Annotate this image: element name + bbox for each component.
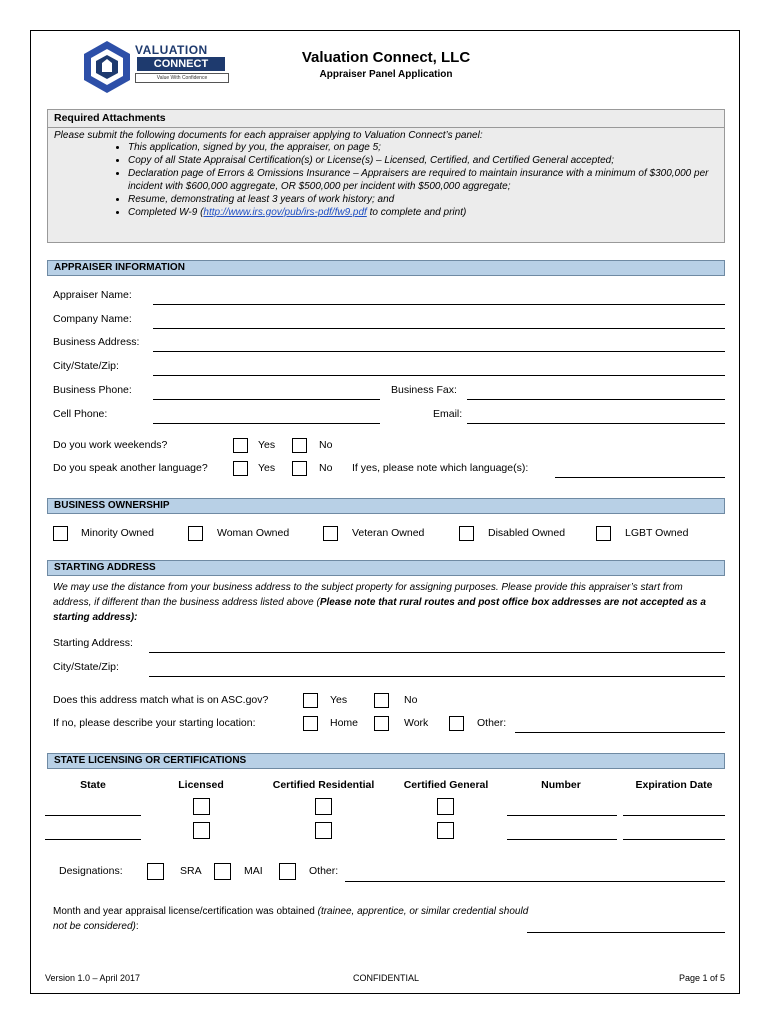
business-phone-label: Business Phone: xyxy=(53,384,132,396)
licensed-checkbox-row-2[interactable] xyxy=(193,822,210,839)
valuation-connect-logo-icon xyxy=(81,39,133,95)
column-state: State xyxy=(80,779,106,791)
starting-address-instructions xyxy=(53,580,723,625)
language-yes-checkbox[interactable] xyxy=(233,461,248,476)
expiration-date-field-row-2[interactable] xyxy=(623,839,725,840)
certified-residential-checkbox-row-1[interactable] xyxy=(315,798,332,815)
logo-tagline: Value With Confidence xyxy=(135,73,229,83)
email-label: Email: xyxy=(433,408,463,420)
woman-owned-checkbox[interactable] xyxy=(188,526,203,541)
appraiser-name-field[interactable] xyxy=(153,304,725,305)
application-page xyxy=(30,30,740,994)
state-field-row-2[interactable] xyxy=(45,839,141,840)
weekends-question: Do you work weekends? xyxy=(53,439,168,451)
starting-address-warning: Please note that rural routes and post office box addresses are not accepted as a starting address): xyxy=(53,597,706,623)
starting-city-state-zip-field[interactable] xyxy=(149,676,725,677)
required-attachments-list xyxy=(48,141,724,219)
language-note-label: If yes, please note which language(s): xyxy=(352,462,529,474)
weekends-no-label: No xyxy=(319,439,333,451)
language-no-label: No xyxy=(319,462,333,474)
email-field[interactable] xyxy=(467,423,725,424)
language-question: Do you speak another language? xyxy=(53,462,208,474)
w9-suffix: to complete and print) xyxy=(366,207,467,218)
document-title: Valuation Connect, LLC xyxy=(301,49,471,66)
license-obtained-colon: : xyxy=(135,921,139,932)
list-item xyxy=(128,206,724,219)
list-item: • Declaration page of Errors & Omissions Insurance – Appraisers are required to maintain insurance with a minimum of $300,000 per incident with $600,000 aggregate, OR $500,000 per incident with $500,000 aggregate; xyxy=(128,167,724,193)
designation-other-checkbox[interactable] xyxy=(279,863,296,880)
required-attachments-box xyxy=(47,109,725,243)
language-no-checkbox[interactable] xyxy=(292,461,307,476)
footer-version: Version 1.0 – April 2017 xyxy=(45,973,141,983)
w9-link[interactable]: http://www.irs.gov/pub/irs-pdf/fw9.pdf xyxy=(203,207,367,218)
asc-match-no-checkbox[interactable] xyxy=(374,693,389,708)
list-item: • Resume, demonstrating at least 3 years of work history; and xyxy=(128,193,724,206)
business-phone-field[interactable] xyxy=(153,399,380,400)
minority-owned-label: Minority Owned xyxy=(81,527,154,539)
sra-label: SRA xyxy=(180,865,202,877)
required-attachments-heading: Required Attachments xyxy=(48,110,724,128)
state-licensing-heading: STATE LICENSING OR CERTIFICATIONS xyxy=(47,753,725,769)
asc-match-question: Does this address match what is on ASC.gov? xyxy=(53,694,269,706)
company-name-field[interactable] xyxy=(153,328,725,329)
designation-other-label: Other: xyxy=(309,865,339,877)
starting-address-field[interactable] xyxy=(149,652,725,653)
footer-page-number: Page 1 of 5 xyxy=(678,973,725,983)
w9-prefix: Completed W-9 ( xyxy=(128,207,204,218)
license-obtained-field[interactable] xyxy=(527,932,725,933)
starting-other-field[interactable] xyxy=(515,732,725,733)
weekends-yes-checkbox[interactable] xyxy=(233,438,248,453)
language-field[interactable] xyxy=(555,477,725,478)
starting-other-checkbox[interactable] xyxy=(449,716,464,731)
license-obtained-question xyxy=(53,904,533,934)
company-name-label: Company Name: xyxy=(53,313,132,325)
veteran-owned-checkbox[interactable] xyxy=(323,526,338,541)
asc-match-yes-checkbox[interactable] xyxy=(303,693,318,708)
business-fax-field[interactable] xyxy=(467,399,725,400)
license-obtained-text: Month and year appraisal license/certification was obtained xyxy=(53,906,318,917)
list-item: • This application, signed by you, the appraiser, on page 5; xyxy=(128,141,724,154)
column-certified-general: Certified General xyxy=(403,779,489,791)
city-state-zip-label: City/State/Zip: xyxy=(53,360,119,372)
designations-label: Designations: xyxy=(59,865,123,877)
weekends-yes-label: Yes xyxy=(258,439,276,451)
starting-home-label: Home xyxy=(330,717,359,729)
designation-other-field[interactable] xyxy=(345,881,725,882)
logo-wordmark-bottom: CONNECT xyxy=(137,57,225,71)
cell-phone-field[interactable] xyxy=(153,423,380,424)
business-address-field[interactable] xyxy=(153,351,725,352)
license-obtained-note: (trainee, apprentice, or similar credential should not be considered) xyxy=(53,906,529,932)
number-field-row-1[interactable] xyxy=(507,815,617,816)
licensed-checkbox-row-1[interactable] xyxy=(193,798,210,815)
minority-owned-checkbox[interactable] xyxy=(53,526,68,541)
city-state-zip-field[interactable] xyxy=(153,375,725,376)
mai-checkbox[interactable] xyxy=(214,863,231,880)
starting-home-checkbox[interactable] xyxy=(303,716,318,731)
appraiser-information-heading: APPRAISER INFORMATION xyxy=(47,260,725,276)
veteran-owned-label: Veteran Owned xyxy=(352,527,425,539)
certified-general-checkbox-row-1[interactable] xyxy=(437,798,454,815)
starting-other-label: Other: xyxy=(477,717,507,729)
starting-work-label: Work xyxy=(404,717,429,729)
document-subtitle: Appraiser Panel Application xyxy=(319,69,453,80)
business-ownership-heading: BUSINESS OWNERSHIP xyxy=(47,498,725,514)
number-field-row-2[interactable] xyxy=(507,839,617,840)
asc-match-yes-label: Yes xyxy=(330,694,348,706)
starting-address-heading: STARTING ADDRESS xyxy=(47,560,725,576)
business-address-label: Business Address: xyxy=(53,336,140,348)
mai-label: MAI xyxy=(244,865,263,877)
lgbt-owned-checkbox[interactable] xyxy=(596,526,611,541)
state-field-row-1[interactable] xyxy=(45,815,141,816)
disabled-owned-label: Disabled Owned xyxy=(488,527,566,539)
logo-wordmark-top: VALUATION xyxy=(135,43,208,57)
weekends-no-checkbox[interactable] xyxy=(292,438,307,453)
language-yes-label: Yes xyxy=(258,462,276,474)
column-certified-residential: Certified Residential xyxy=(272,779,375,791)
lgbt-owned-label: LGBT Owned xyxy=(625,527,689,539)
appraiser-name-label: Appraiser Name: xyxy=(53,289,132,301)
cell-phone-label: Cell Phone: xyxy=(53,408,108,420)
starting-work-checkbox[interactable] xyxy=(374,716,389,731)
required-attachments-intro: Please submit the following documents for each appraiser applying to Valuation Connect’s panel: xyxy=(54,130,483,141)
asc-match-no-label: No xyxy=(404,694,418,706)
starting-address-instructions-text: We may use the distance from your business address to the subject property for assigning purposes. Please provide this appraiser’s start from address, if different than the business address listed above ( xyxy=(53,582,683,608)
business-fax-label: Business Fax: xyxy=(391,384,457,396)
certified-residential-checkbox-row-2[interactable] xyxy=(315,822,332,839)
column-licensed: Licensed xyxy=(178,779,224,791)
starting-address-label: Starting Address: xyxy=(53,637,133,649)
expiration-date-field-row-1[interactable] xyxy=(623,815,725,816)
disabled-owned-checkbox[interactable] xyxy=(459,526,474,541)
footer-confidential: CONFIDENTIAL xyxy=(352,973,419,983)
certified-general-checkbox-row-2[interactable] xyxy=(437,822,454,839)
list-item: • Copy of all State Appraisal Certification(s) or License(s) – Licensed, Certified, and Certified General accepted; xyxy=(128,154,724,167)
starting-city-state-zip-label: City/State/Zip: xyxy=(53,661,119,673)
column-expiration-date: Expiration Date xyxy=(635,779,713,791)
starting-location-question: If no, please describe your starting location: xyxy=(53,717,256,729)
column-number: Number xyxy=(541,779,581,791)
sra-checkbox[interactable] xyxy=(147,863,164,880)
woman-owned-label: Woman Owned xyxy=(217,527,290,539)
